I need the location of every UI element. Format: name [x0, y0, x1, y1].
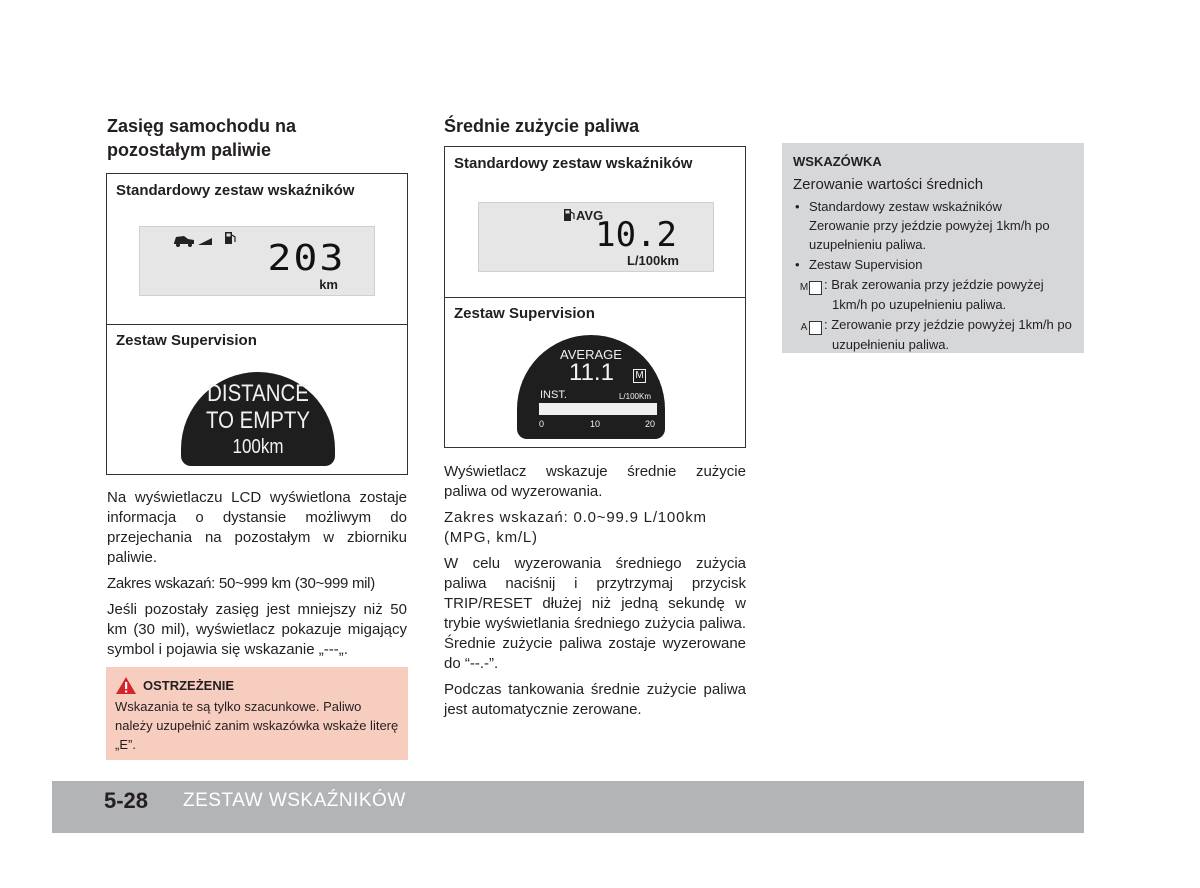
sv-scale-0: 0	[539, 419, 545, 429]
page-footer	[52, 781, 1084, 833]
note-subtitle: Zerowanie wartości średnich	[793, 176, 984, 193]
note-item2-label: Zestaw Supervision	[809, 257, 923, 272]
note-item-standard	[793, 197, 1075, 254]
box-divider	[445, 297, 745, 298]
m-mode-badge: M	[809, 281, 822, 295]
sv-inst-bar	[539, 403, 657, 415]
avg-label: AVG	[576, 208, 604, 223]
note-box	[782, 143, 1084, 353]
sv-mode-badge: M	[633, 369, 646, 383]
warning-title: OSTRZEŻENIE	[143, 678, 235, 693]
note-item1-text: Zerowanie przy jeździe powyżej 1km/h po uzupełnieniu paliwa.	[809, 218, 1050, 252]
sv-unit-label: L/100Km	[618, 392, 651, 401]
avg-reset-info: W celu wyzerowania średniego zużycia paliwa naciśnij i przytrzymaj przycisk TRIP/RESET dłużej niż jedną sekundę w trybie wyświetlania średniego zużycia paliwa. Średnie zużycie paliwa zostaje wyzerowane do “--.-”.	[444, 555, 746, 672]
note-a-row	[800, 315, 1075, 354]
supervision-cluster-label: Zestaw Supervision	[454, 305, 595, 322]
note-a-text: : Zerowanie przy jeździe powyżej 1km/h po uzupełnieniu paliwa.	[824, 317, 1072, 352]
note-m-row	[799, 275, 1075, 314]
sv-scale-20: 20	[645, 419, 656, 429]
warning-box	[106, 667, 408, 760]
supervision-cluster-label: Zestaw Supervision	[116, 332, 257, 349]
note-list	[793, 197, 1075, 354]
range-figure-box	[106, 173, 408, 475]
range-heading-line1: Zasięg samochodu na	[107, 116, 297, 136]
dte-line3: 100km	[232, 436, 284, 458]
box-divider	[107, 324, 407, 325]
dte-line2: TO EMPTY	[206, 407, 310, 434]
range-heading-line2: pozostałym paliwie	[107, 140, 272, 160]
a-mode-badge: A	[809, 321, 822, 335]
avg-description: Wyświetlacz wskazuje średnie zużycie paliwa od wyzerowania.	[444, 463, 746, 500]
range-limits: Zakres wskazań: 50~999 km (30~999 mil)	[107, 575, 375, 592]
page-number: 5-28	[104, 788, 149, 813]
range-unit: km	[319, 277, 338, 292]
fuel-pump-icon	[563, 208, 575, 227]
left-text-block	[107, 488, 407, 666]
avg-figure-box	[444, 146, 746, 448]
avg-refuel-info: Podczas tankowania średnie zużycie paliwa jest automatycznie zerowane.	[444, 681, 746, 718]
avg-lcd-display	[478, 202, 714, 272]
sv-avg-value: 11.1	[569, 359, 614, 386]
dte-line1: DISTANCE	[207, 380, 309, 407]
section-title: ZESTAW WSKAŹNIKÓW	[183, 790, 406, 811]
avg-value: 10.2	[595, 215, 677, 255]
range-low-info: Jeśli pozostały zasięg jest mniejszy niż 50 km (30 mil), wyświetlacz pokazuje migający symbol i pojawia się wskazanie „---„.	[107, 601, 407, 658]
standard-lcd-display	[139, 226, 375, 296]
note-item-supervision	[793, 255, 1075, 354]
note-title: WSKAZÓWKA	[793, 154, 882, 169]
fuel-pump-icon	[224, 231, 236, 250]
standard-cluster-label: Standardowy zestaw wskaźników	[116, 182, 355, 199]
range-heading	[107, 114, 409, 162]
sv-inst-label: INST.	[540, 389, 567, 401]
sv-average-label: AVERAGE	[560, 347, 622, 362]
middle-text-block	[444, 462, 746, 726]
warning-text: Wskazania te są tylko szacunkowe. Paliwo należy uzupełnić zanim wskazówka wskaże literę „E”.	[115, 699, 399, 752]
note-item1-label: Standardowy zestaw wskaźników	[809, 199, 1002, 214]
avg-fuel-heading: Średnie zużycie paliwa	[444, 116, 640, 136]
supervision-avg-display	[517, 335, 665, 439]
note-m-text: : Brak zerowania przy jeździe powyżej 1km/h po uzupełnieniu paliwa.	[824, 277, 1044, 312]
distance-to-empty-display	[181, 372, 335, 466]
standard-cluster-label: Standardowy zestaw wskaźników	[454, 155, 693, 172]
avg-limits: Zakres wskazań: 0.0~99.9 L/100km (MPG, km/L)	[444, 509, 707, 546]
car-incline-icon	[172, 233, 214, 252]
avg-unit: L/100km	[626, 253, 679, 268]
range-value: 203	[267, 238, 346, 279]
sv-scale-10: 10	[590, 419, 601, 429]
range-description: Na wyświetlaczu LCD wyświetlona zostaje informacja o dystansie możliwym do przejechania na pozostałym w zbiorniku paliwie.	[107, 489, 407, 566]
left-column	[107, 114, 409, 162]
